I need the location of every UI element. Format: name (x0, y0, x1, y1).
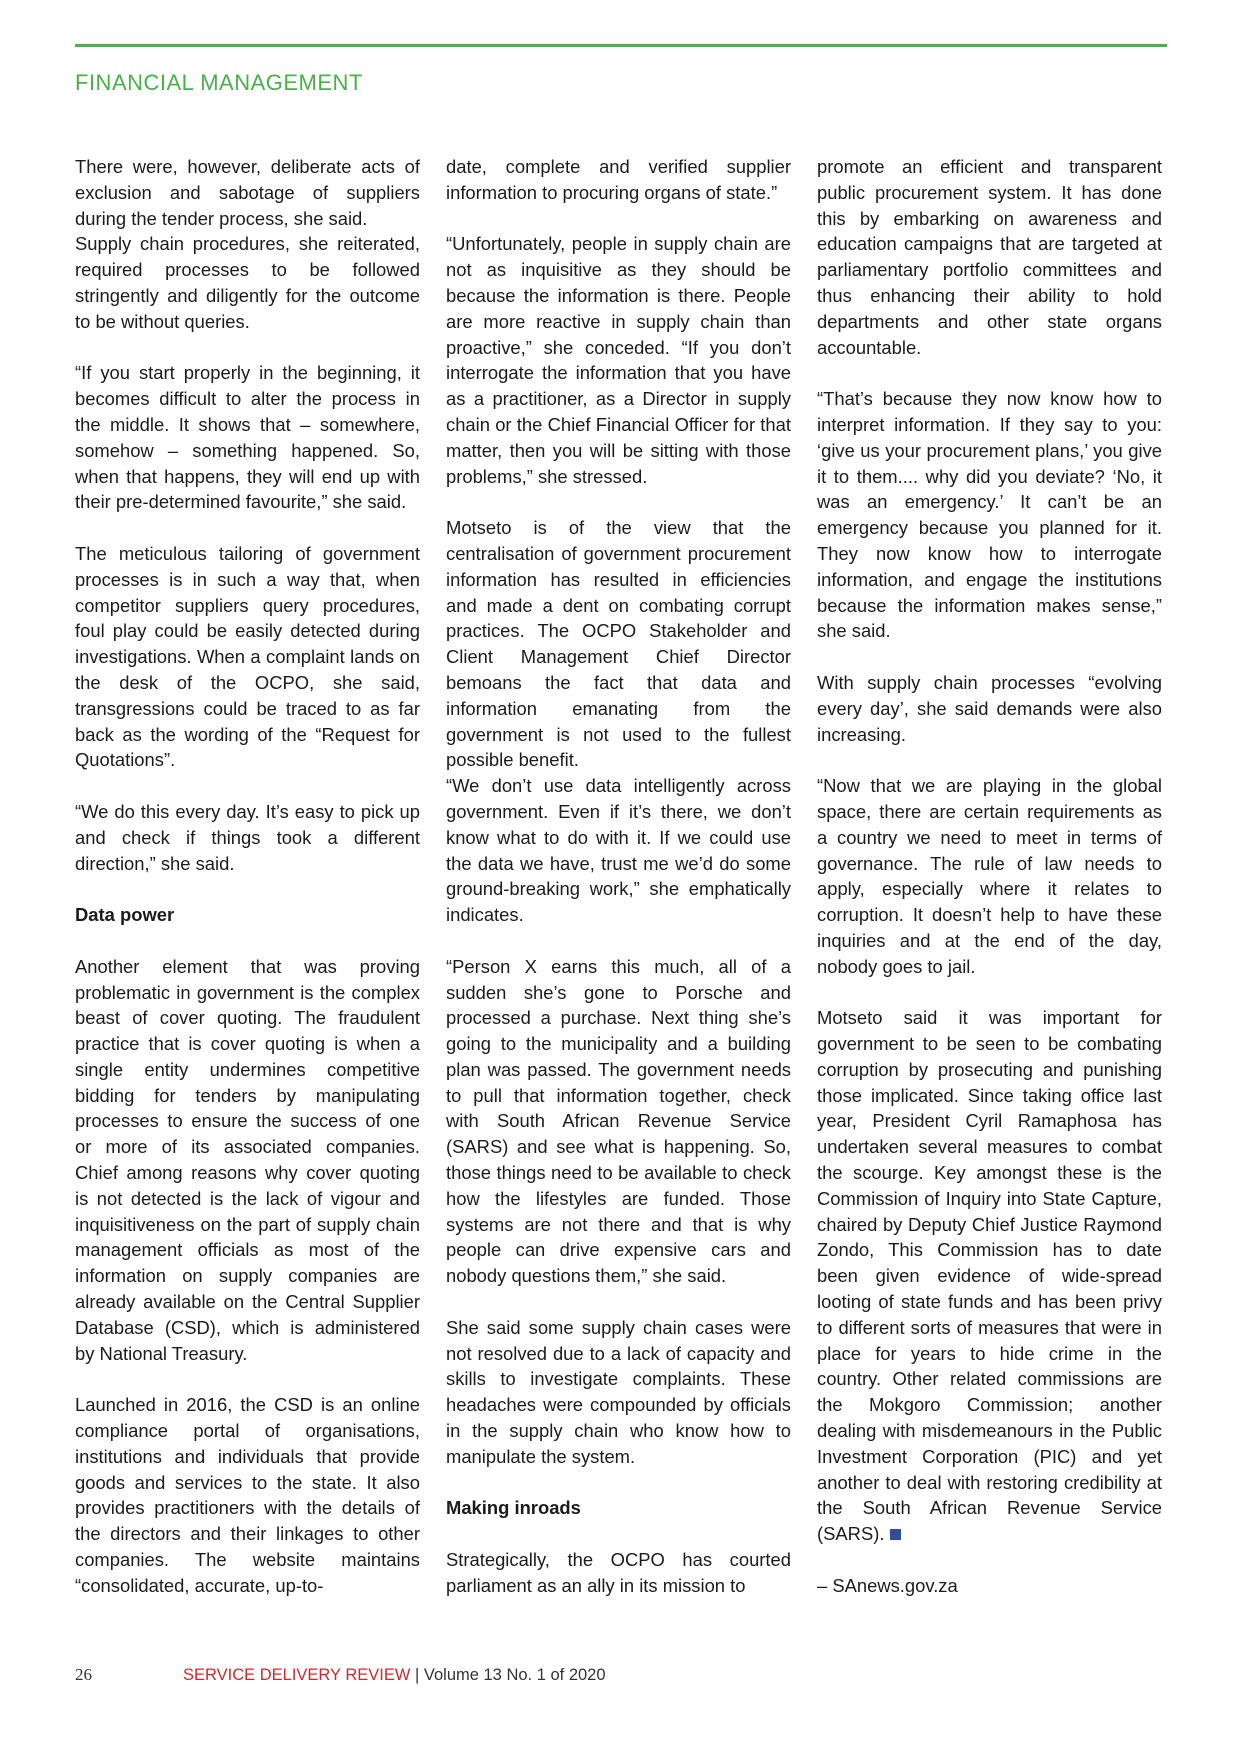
paragraph: Strategically, the OCPO has courted parliament as an ally in its mission to (446, 1549, 791, 1596)
article-column-2 (446, 154, 791, 1624)
page-footer (75, 1665, 606, 1685)
header-rule (75, 44, 1167, 47)
paragraph: Supply chain procedures, she reiterated, required processes to be followed stringently and diligently for the outcome to be without queries. (75, 233, 420, 332)
paragraph: There were, however, deliberate acts of exclusion and sabotage of suppliers during the tender process, she said. (75, 156, 420, 229)
paragraph: Motseto is of the view that the centralisation of government procurement information has resulted in efficiencies and made a dent on combating corrupt practices. The OCPO Stakeholder and Client Management Chief Director bemoans the fact that data and information emanating from the government is not used to the fullest possible benefit. (446, 517, 791, 771)
paragraph-text: Motseto said it was important for government to be seen to be combating corruption by prosecuting and punishing those implicated. Since taking office last year, President Cyril Ramaphosa has undertaken several measures to combat the scourge. Key amongst these is the Commission of Inquiry into State Capture, chaired by Deputy Chief Justice Raymond Zondo, This Commission has to date been given evidence of wide-spread looting of state funds and has been privy to different sorts of measures that were in place for years to hide crime in the country. Other related commissions are the Mokgoro Commission; another dealing with misdemeanours in the Public Investment Corporation (PIC) and yet another to deal with restoring credibility at the South African Revenue Service (SARS). (817, 1007, 1162, 1545)
paragraph: With supply chain processes “evolving every day’, she said demands were also increasing. (817, 671, 1162, 745)
magazine-name: SERVICE DELIVERY REVIEW (183, 1666, 411, 1684)
paragraph: “Person X earns this much, all of a sudden she’s gone to Porsche and processed a purchase. Next thing she’s going to the municipality and a building plan was passed. The government needs to pull that information together, check with South African Revenue Service (SARS) and see what is happening. So, those things need to be available to check how the lifestyles are funded. Those systems are not there and that is why people can drive expensive cars and nobody questions them,” she said. (446, 955, 791, 1287)
paragraph: “We don’t use data intelligently across government. Even if it’s there, we don’t know what to do with it. If we could use the data we have, trust me we’d do some ground-breaking work,” she emphatically indicates. (446, 775, 791, 926)
paragraph: Another element that was proving problematic in government is the complex beast of cover quoting. The fraudulent practice that is cover quoting is when a single entity undermines competitive bidding for tenders by manipulating processes to ensure the success of one or more of its associated companies. Chief among reasons why cover quoting is not detected is the lack of vigour and inquisitiveness on the part of supply chain management officials as most of the information on supply companies are already available on the Central Supplier Database (CSD), which is administered by National Treasury. (75, 955, 420, 1364)
paragraph: date, complete and verified supplier information to procuring organs of state.” (446, 156, 791, 203)
paragraph: “We do this every day. It’s easy to pick up and check if things took a different direction,” she said. (75, 800, 420, 874)
footer-separator: | (410, 1666, 424, 1684)
article-column-3 (817, 154, 1162, 1624)
end-of-article-square-icon (890, 1529, 901, 1540)
paragraph: “That’s because they now know how to interpret information. If they say to you: ‘give us your procurement plans,’ you give it to them.... why did you deviate? ‘No, it was an emergency.’ It can’t be an emergency because you planned for it. They now know how to interrogate information, and engage the institutions because the information makes sense,” she said. (817, 388, 1162, 642)
paragraph: The meticulous tailoring of government processes is in such a way that, when competitor suppliers query procedures, foul play could be easily detected during investigations. When a complaint lands on the desk of the OCPO, she said, transgressions could be traced to as far back as the wording of the “Request for Quotations”. (75, 542, 420, 771)
paragraph-with-end-mark (817, 1005, 1162, 1547)
paragraph: She said some supply chain cases were not resolved due to a lack of capacity and skills to investigate complaints. These headaches were compounded by officials in the supply chain who know how to manipulate the system. (446, 1316, 791, 1467)
paragraph: “Unfortunately, people in supply chain are not as inquisitive as they should be because the information is there. People are more reactive in supply chain than proactive,” she conceded. “If you don’t interrogate the information that you have as a practitioner, as a Director in supply chain or the Chief Financial Officer for that matter, then you will be sitting with those problems,” she stressed. (446, 233, 791, 487)
paragraph: “Now that we are playing in the global space, there are certain requirements as a country we need to meet in terms of governance. The rule of law needs to apply, especially where it relates to corruption. It doesn’t help to have these inquiries and at the end of the day, nobody goes to jail. (817, 775, 1162, 977)
paragraph: Launched in 2016, the CSD is an online compliance portal of organisations, institutions and individuals that provide goods and services to the state. It also provides practitioners with the details of the directors and their linkages to other companies. The website maintains “consolidated, accurate, up-to- (75, 1394, 420, 1596)
page-number: 26 (75, 1665, 92, 1684)
source-credit: – SAnews.gov.za (817, 1574, 958, 1596)
article-column-1 (75, 154, 420, 1624)
volume-info: Volume 13 No. 1 of 2020 (423, 1666, 606, 1684)
paragraph: promote an efficient and transparent public procurement system. It has done this by embarking on awareness and education campaigns that are targeted at parliamentary portfolio committees and thus enhancing their ability to hold departments and other state organs accountable. (817, 156, 1162, 358)
subheading-data-power: Data power (75, 904, 175, 926)
subheading-making-inroads: Making inroads (446, 1497, 581, 1519)
section-title: FINANCIAL MANAGEMENT (75, 70, 363, 95)
paragraph: “If you start properly in the beginning, it becomes difficult to alter the process in the middle. It shows that – somewhere, somehow – something happened. So, when that happens, they will end up with their pre-determined favourite,” she said. (75, 362, 420, 513)
